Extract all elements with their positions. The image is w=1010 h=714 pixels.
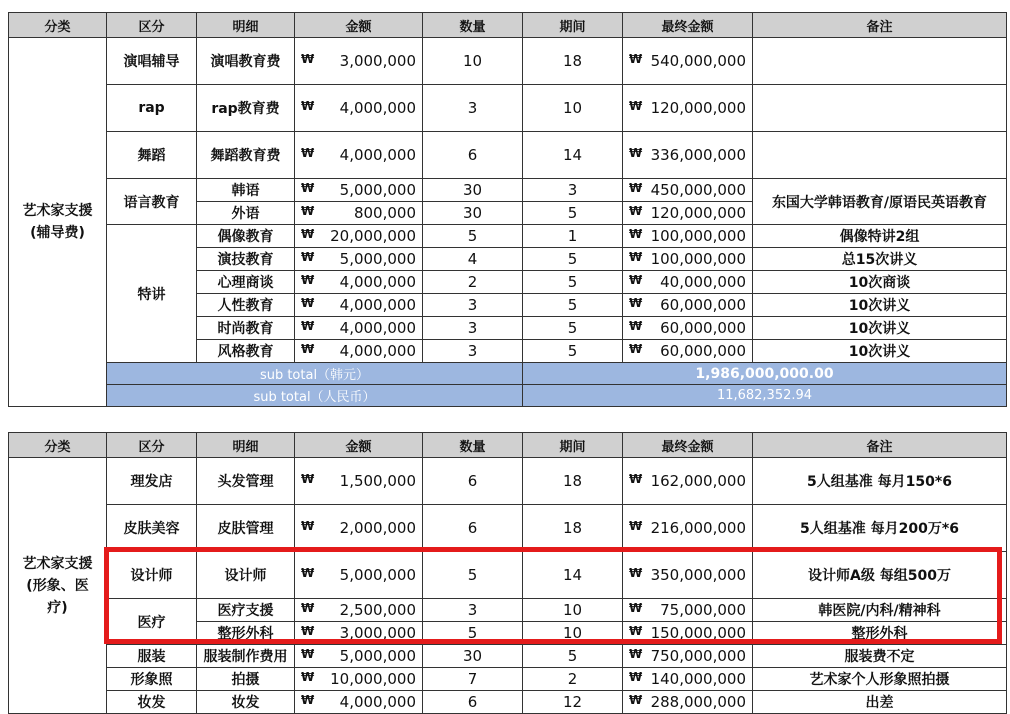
period-cell: 18 <box>523 38 623 85</box>
note-cell: 10次商谈 <box>753 271 1007 294</box>
qty-cell: 3 <box>423 294 523 317</box>
won-symbol: ₩ <box>301 204 315 218</box>
detail-cell: rap教育费 <box>197 85 295 132</box>
section-cell: 形象照 <box>107 668 197 691</box>
won-symbol: ₩ <box>629 273 643 287</box>
won-symbol: ₩ <box>301 52 315 66</box>
qty-cell: 5 <box>423 552 523 599</box>
won-symbol: ₩ <box>301 99 315 113</box>
section-cell: 语言教育 <box>107 179 197 225</box>
won-symbol: ₩ <box>629 296 643 310</box>
qty-cell: 3 <box>423 317 523 340</box>
category-cell: 艺术家支援 (辅导费) <box>9 38 107 407</box>
final-cell: ₩ 120,000,000 <box>623 85 753 132</box>
final-cell: ₩ 100,000,000 <box>623 225 753 248</box>
final-cell: ₩ 60,000,000 <box>623 317 753 340</box>
amount-cell: ₩ 5,000,000 <box>295 179 423 202</box>
note-cell: 东国大学韩语教育/原语民英语教育 <box>753 179 1007 225</box>
won-symbol: ₩ <box>629 670 643 684</box>
header-category: 分类 <box>9 13 107 38</box>
amount-cell: ₩ 3,000,000 <box>295 38 423 85</box>
period-cell: 5 <box>523 294 623 317</box>
note-cell: 总15次讲义 <box>753 248 1007 271</box>
period-cell: 12 <box>523 691 623 714</box>
final-cell: ₩ 336,000,000 <box>623 132 753 179</box>
won-symbol: ₩ <box>301 647 315 661</box>
note-cell: 艺术家个人形象照拍摄 <box>753 668 1007 691</box>
amount-cell: ₩ 1,500,000 <box>295 458 423 505</box>
header-qty: 数量 <box>423 433 523 458</box>
detail-cell: 心理商谈 <box>197 271 295 294</box>
won-symbol: ₩ <box>301 342 315 356</box>
won-symbol: ₩ <box>629 181 643 195</box>
subtotal-rmb-row <box>9 385 1007 407</box>
table-row <box>9 645 1007 668</box>
period-cell: 5 <box>523 248 623 271</box>
section-cell: 服装 <box>107 645 197 668</box>
table-header-row <box>9 13 1007 38</box>
note-cell: 5人组基准 每月150*6 <box>753 458 1007 505</box>
category-cell: 艺术家支援 (形象、医 疗) <box>9 458 107 714</box>
detail-cell: 妆发 <box>197 691 295 714</box>
final-cell: ₩ 100,000,000 <box>623 248 753 271</box>
subtotal-krw-row <box>9 363 1007 385</box>
header-section: 区分 <box>107 13 197 38</box>
header-final: 最终金额 <box>623 13 753 38</box>
section-cell: 医疗 <box>107 599 197 645</box>
table-row <box>9 668 1007 691</box>
final-cell: ₩ 140,000,000 <box>623 668 753 691</box>
period-cell: 5 <box>523 317 623 340</box>
won-symbol: ₩ <box>629 99 643 113</box>
note-cell: 5人组基准 每月200万*6 <box>753 505 1007 552</box>
won-symbol: ₩ <box>629 227 643 241</box>
detail-cell: 头发管理 <box>197 458 295 505</box>
detail-cell: 偶像教育 <box>197 225 295 248</box>
won-symbol: ₩ <box>629 693 643 707</box>
period-cell: 5 <box>523 340 623 363</box>
amount-cell: ₩ 10,000,000 <box>295 668 423 691</box>
period-cell: 3 <box>523 179 623 202</box>
detail-cell: 韩语 <box>197 179 295 202</box>
period-cell: 18 <box>523 458 623 505</box>
amount-cell: ₩ 4,000,000 <box>295 691 423 714</box>
image-medical-table <box>8 432 1007 714</box>
final-cell: ₩ 350,000,000 <box>623 552 753 599</box>
coaching-fee-table <box>8 12 1007 407</box>
won-symbol: ₩ <box>301 319 315 333</box>
won-symbol: ₩ <box>629 204 643 218</box>
section-cell: 演唱辅导 <box>107 38 197 85</box>
qty-cell: 6 <box>423 458 523 505</box>
final-cell: ₩ 60,000,000 <box>623 340 753 363</box>
final-cell: ₩ 540,000,000 <box>623 38 753 85</box>
detail-cell: 服装制作费用 <box>197 645 295 668</box>
amount-cell: ₩ 2,500,000 <box>295 599 423 622</box>
qty-cell: 10 <box>423 38 523 85</box>
final-cell: ₩ 60,000,000 <box>623 294 753 317</box>
final-cell: ₩ 150,000,000 <box>623 622 753 645</box>
period-cell: 14 <box>523 552 623 599</box>
period-cell: 10 <box>523 85 623 132</box>
detail-cell: 拍摄 <box>197 668 295 691</box>
won-symbol: ₩ <box>629 250 643 264</box>
table-row <box>9 225 1007 248</box>
section-cell: 皮肤美容 <box>107 505 197 552</box>
table-row <box>9 552 1007 599</box>
header-detail: 明细 <box>197 433 295 458</box>
won-symbol: ₩ <box>629 146 643 160</box>
qty-cell: 3 <box>423 599 523 622</box>
final-cell: ₩ 750,000,000 <box>623 645 753 668</box>
won-symbol: ₩ <box>301 296 315 310</box>
won-symbol: ₩ <box>301 181 315 195</box>
qty-cell: 3 <box>423 340 523 363</box>
qty-cell: 6 <box>423 691 523 714</box>
final-cell: ₩ 40,000,000 <box>623 271 753 294</box>
detail-cell: 时尚教育 <box>197 317 295 340</box>
period-cell: 14 <box>523 132 623 179</box>
final-cell: ₩ 450,000,000 <box>623 179 753 202</box>
table-row <box>9 132 1007 179</box>
won-symbol: ₩ <box>301 519 315 533</box>
final-cell: ₩ 288,000,000 <box>623 691 753 714</box>
note-cell: 韩医院/内科/精神科 <box>753 599 1007 622</box>
qty-cell: 6 <box>423 132 523 179</box>
won-symbol: ₩ <box>301 601 315 615</box>
subtotal-rmb-label: sub total（人民币） <box>107 385 523 407</box>
period-cell: 10 <box>523 622 623 645</box>
section-cell: 舞蹈 <box>107 132 197 179</box>
header-section: 区分 <box>107 433 197 458</box>
note-cell: 服装费不定 <box>753 645 1007 668</box>
period-cell: 5 <box>523 645 623 668</box>
won-symbol: ₩ <box>301 670 315 684</box>
note-cell: 10次讲义 <box>753 294 1007 317</box>
qty-cell: 3 <box>423 85 523 132</box>
won-symbol: ₩ <box>629 319 643 333</box>
subtotal-krw-label: sub total（韩元） <box>107 363 523 385</box>
won-symbol: ₩ <box>301 566 315 580</box>
note-cell <box>753 85 1007 132</box>
amount-cell: ₩ 5,000,000 <box>295 645 423 668</box>
note-cell: 整形外科 <box>753 622 1007 645</box>
table-row <box>9 691 1007 714</box>
period-cell: 1 <box>523 225 623 248</box>
qty-cell: 5 <box>423 225 523 248</box>
detail-cell: 演唱教育费 <box>197 38 295 85</box>
detail-cell: 皮肤管理 <box>197 505 295 552</box>
qty-cell: 30 <box>423 179 523 202</box>
table-row <box>9 505 1007 552</box>
header-qty: 数量 <box>423 13 523 38</box>
table-header-row <box>9 433 1007 458</box>
period-cell: 5 <box>523 202 623 225</box>
won-symbol: ₩ <box>629 566 643 580</box>
won-symbol: ₩ <box>629 624 643 638</box>
won-symbol: ₩ <box>629 52 643 66</box>
detail-cell: 整形外科 <box>197 622 295 645</box>
period-cell: 10 <box>523 599 623 622</box>
period-cell: 18 <box>523 505 623 552</box>
amount-cell: ₩ 2,000,000 <box>295 505 423 552</box>
subtotal-rmb-value: 11,682,352.94 <box>523 385 1007 407</box>
subtotal-krw-value: 1,986,000,000.00 <box>523 363 1007 385</box>
amount-cell: ₩ 5,000,000 <box>295 552 423 599</box>
won-symbol: ₩ <box>301 250 315 264</box>
header-note: 备注 <box>753 13 1007 38</box>
amount-cell: ₩ 5,000,000 <box>295 248 423 271</box>
header-period: 期间 <box>523 13 623 38</box>
detail-cell: 风格教育 <box>197 340 295 363</box>
final-cell: ₩ 75,000,000 <box>623 599 753 622</box>
qty-cell: 6 <box>423 505 523 552</box>
detail-cell: 设计师 <box>197 552 295 599</box>
qty-cell: 4 <box>423 248 523 271</box>
table-row <box>9 38 1007 85</box>
section-cell: 理发店 <box>107 458 197 505</box>
won-symbol: ₩ <box>301 146 315 160</box>
amount-cell: ₩ 4,000,000 <box>295 340 423 363</box>
detail-cell: 人性教育 <box>197 294 295 317</box>
qty-cell: 30 <box>423 202 523 225</box>
table-row <box>9 458 1007 505</box>
header-final: 最终金额 <box>623 433 753 458</box>
won-symbol: ₩ <box>301 227 315 241</box>
table-row <box>9 599 1007 622</box>
won-symbol: ₩ <box>301 624 315 638</box>
period-cell: 2 <box>523 668 623 691</box>
section-cell: 妆发 <box>107 691 197 714</box>
table-row <box>9 85 1007 132</box>
header-note: 备注 <box>753 433 1007 458</box>
qty-cell: 2 <box>423 271 523 294</box>
won-symbol: ₩ <box>301 472 315 486</box>
qty-cell: 7 <box>423 668 523 691</box>
note-cell: 出差 <box>753 691 1007 714</box>
detail-cell: 医疗支援 <box>197 599 295 622</box>
note-cell: 设计师A级 每组500万 <box>753 552 1007 599</box>
amount-cell: ₩ 4,000,000 <box>295 271 423 294</box>
final-cell: ₩ 162,000,000 <box>623 458 753 505</box>
won-symbol: ₩ <box>301 273 315 287</box>
note-cell: 10次讲义 <box>753 317 1007 340</box>
won-symbol: ₩ <box>629 519 643 533</box>
header-detail: 明细 <box>197 13 295 38</box>
qty-cell: 30 <box>423 645 523 668</box>
detail-cell: 演技教育 <box>197 248 295 271</box>
section-cell: 特讲 <box>107 225 197 363</box>
final-cell: ₩ 216,000,000 <box>623 505 753 552</box>
won-symbol: ₩ <box>301 693 315 707</box>
qty-cell: 5 <box>423 622 523 645</box>
won-symbol: ₩ <box>629 647 643 661</box>
amount-cell: ₩ 4,000,000 <box>295 132 423 179</box>
table-row <box>9 179 1007 202</box>
won-symbol: ₩ <box>629 601 643 615</box>
note-cell <box>753 38 1007 85</box>
header-amount: 金额 <box>295 13 423 38</box>
amount-cell: ₩ 3,000,000 <box>295 622 423 645</box>
header-category: 分类 <box>9 433 107 458</box>
section-cell: 设计师 <box>107 552 197 599</box>
final-cell: ₩ 120,000,000 <box>623 202 753 225</box>
note-cell <box>753 132 1007 179</box>
period-cell: 5 <box>523 271 623 294</box>
amount-cell: ₩ 4,000,000 <box>295 294 423 317</box>
section-cell: rap <box>107 85 197 132</box>
amount-cell: ₩ 4,000,000 <box>295 317 423 340</box>
header-period: 期间 <box>523 433 623 458</box>
note-cell: 偶像特讲2组 <box>753 225 1007 248</box>
amount-cell: ₩ 4,000,000 <box>295 85 423 132</box>
header-amount: 金额 <box>295 433 423 458</box>
amount-cell: ₩ 800,000 <box>295 202 423 225</box>
amount-cell: ₩ 20,000,000 <box>295 225 423 248</box>
detail-cell: 外语 <box>197 202 295 225</box>
won-symbol: ₩ <box>629 472 643 486</box>
detail-cell: 舞蹈教育费 <box>197 132 295 179</box>
won-symbol: ₩ <box>629 342 643 356</box>
note-cell: 10次讲义 <box>753 340 1007 363</box>
